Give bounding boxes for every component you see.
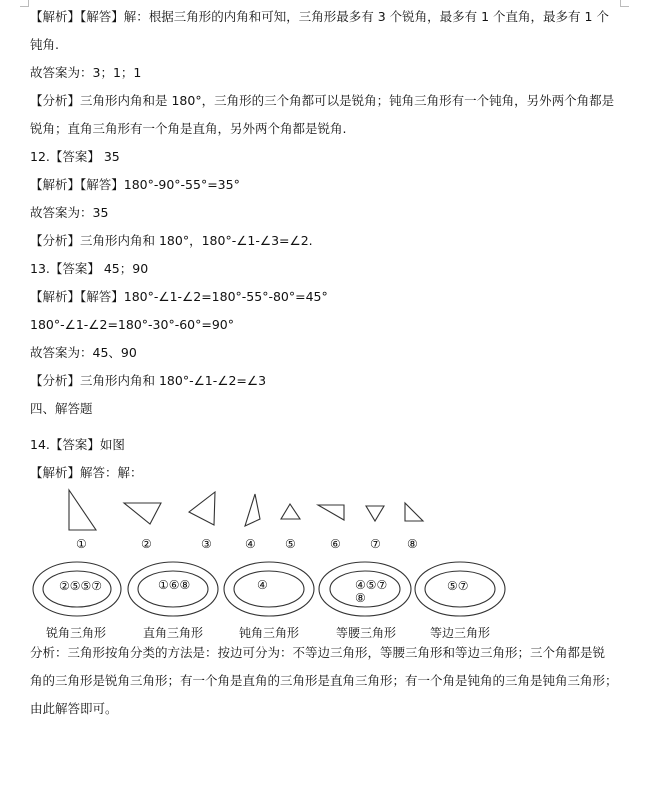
- triangle-3: [189, 492, 215, 525]
- text-line: 角的三角形是锐角三角形；有一个角是直角的三角形是直角三角形；有一个角是钝角的三角是钝角三角形；: [30, 673, 618, 688]
- triangle-4: [245, 494, 260, 526]
- group-label-equilateral: 等边三角形: [430, 626, 491, 640]
- triangle-number: ④: [245, 537, 256, 551]
- triangle-number: ⑦: [370, 537, 381, 551]
- group-members-acute: ②⑤⑤⑦: [59, 579, 103, 593]
- group-ellipse-obtuse: [224, 562, 314, 616]
- text-line: 【解析】【解答】解：根据三角形的内角和可知，三角形最多有 3 个锐角，最多有 1 个直角，最多有 1 个: [30, 9, 609, 24]
- text-line: 故答案为：45、90: [30, 345, 137, 360]
- triangle-6: [318, 505, 344, 520]
- triangle-1: [69, 490, 96, 530]
- triangle-7: [366, 506, 384, 521]
- group-members-right: ①⑥⑧: [158, 578, 191, 592]
- group-members-obtuse: ④: [257, 578, 268, 592]
- text-line: 【分析】三角形内角和 180°，180°-∠1-∠3=∠2.: [30, 233, 313, 248]
- text-line: 【解析】【解答】180°-∠1-∠2=180°-55°-80°=45°: [30, 289, 328, 304]
- text-line: 12.【答案】 35: [30, 149, 120, 164]
- triangle-2: [124, 503, 161, 524]
- group-label-obtuse: 钝角三角形: [239, 626, 300, 640]
- group-label-acute: 锐角三角形: [46, 626, 107, 640]
- triangle-number: ①: [76, 537, 87, 551]
- triangle-number: ③: [201, 537, 212, 551]
- text-line: 【分析】三角形内角和是 180°，三角形的三个角都可以是锐角；钝角三角形有一个钝角，另外两个角都是: [30, 93, 615, 108]
- text-line: 【解析】【解答】180°-90°-55°=35°: [30, 177, 240, 192]
- triangle-8: [405, 503, 423, 521]
- text-line: 故答案为：35: [30, 205, 109, 220]
- triangle-number: ⑥: [330, 537, 341, 551]
- text-line: 14.【答案】如图: [30, 437, 125, 452]
- text-line: 故答案为：3；1；1: [30, 65, 142, 80]
- group-members-isosceles-2: ⑧: [355, 591, 366, 605]
- group-label-isosceles: 等腰三角形: [336, 626, 397, 640]
- group-label-right: 直角三角形: [143, 626, 204, 640]
- text-line: 由此解答即可。: [30, 701, 118, 716]
- text-line: 分析：三角形按角分类的方法是：按边可分为：不等边三角形，等腰三角形和等边三角形；三个角都是锐: [30, 645, 606, 660]
- triangle-5: [281, 504, 300, 519]
- text-line: 13.【答案】 45；90: [30, 261, 149, 276]
- text-line: 锐角；直角三角形有一个角是直角，另外两个角都是锐角.: [30, 121, 347, 136]
- section-heading: 四、解答题: [30, 401, 93, 416]
- text-line: 180°-∠1-∠2=180°-30°-60°=90°: [30, 317, 234, 332]
- group-members-isosceles: ④⑤⑦: [355, 578, 388, 592]
- triangle-number: ⑤: [285, 537, 296, 551]
- group-members-equilateral: ⑤⑦: [447, 579, 469, 593]
- text-line: 【解析】解答：解：: [30, 465, 143, 480]
- text-line: 钝角.: [30, 37, 59, 52]
- group-ellipse-obtuse-inner: [234, 571, 304, 607]
- text-line: 【分析】三角形内角和 180°-∠1-∠2=∠3: [30, 373, 267, 388]
- triangle-number: ⑧: [407, 537, 418, 551]
- triangle-number: ②: [141, 537, 152, 551]
